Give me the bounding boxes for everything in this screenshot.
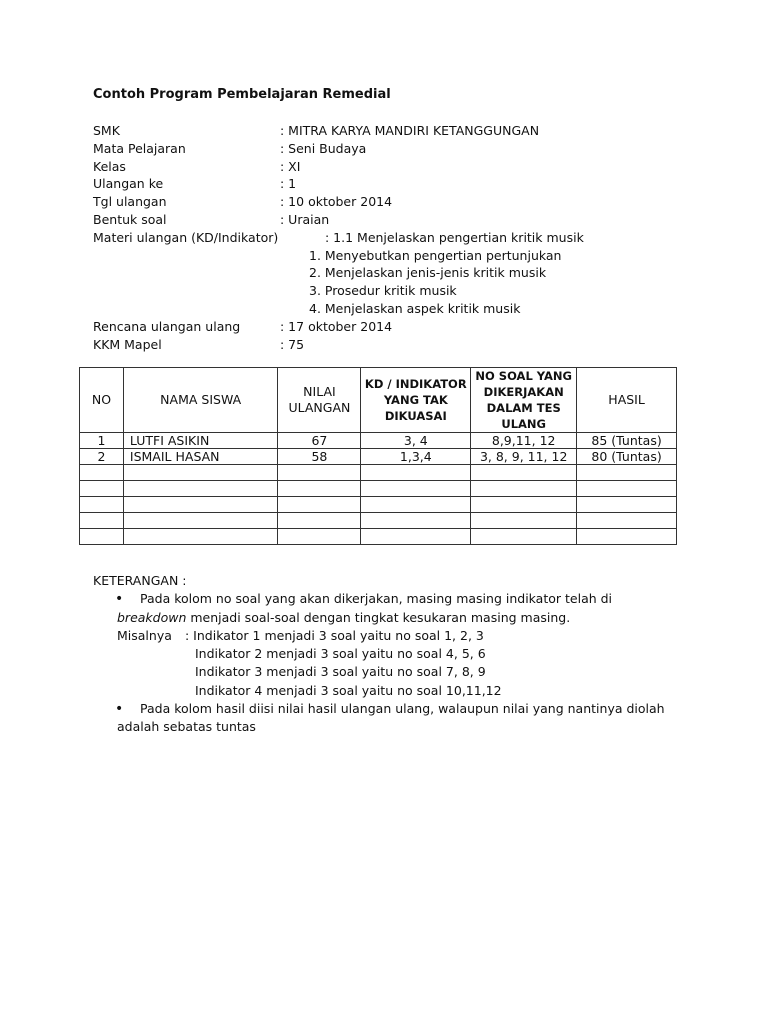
keterangan-heading: KETERANGAN : <box>93 573 187 588</box>
col-header-no: NO <box>80 368 124 433</box>
info-row-kelas <box>93 158 693 176</box>
col-header-nilai <box>278 368 361 433</box>
info-value: : 1.1 Menjelaskan pengertian kritik musik <box>325 229 584 245</box>
info-row-bentuk <box>93 211 693 229</box>
misalnya-item: Indikator 4 menjadi 3 soal yaitu no soal 10,11,12 <box>195 682 502 698</box>
cell-hasil: 80 (Tuntas) <box>577 449 677 465</box>
italic-term: breakdown <box>117 609 187 625</box>
materi-item-text: 3. Prosedur kritik musik <box>309 283 457 299</box>
cell-no: 2 <box>80 449 124 465</box>
table-row-empty <box>80 481 677 497</box>
bullet-text: Pada kolom no soal yang akan dikerjakan, masing masing indikator telah di <box>140 591 613 607</box>
info-row-materi <box>93 229 693 247</box>
info-label: Ulangan ke <box>93 176 164 192</box>
misalnya-item: Indikator 3 menjadi 3 soal yaitu no soal 7, 8, 9 <box>195 664 486 680</box>
info-row-smk <box>93 122 693 140</box>
info-row-kkm <box>93 336 693 354</box>
info-row-mapel <box>93 140 693 158</box>
cell-kd: 3, 4 <box>361 433 471 449</box>
header-line: KD / INDIKATOR <box>364 377 467 391</box>
bullet-item <box>93 700 693 718</box>
info-label: SMK <box>93 123 120 138</box>
header-line: DIKUASAI <box>384 409 447 423</box>
misalnya-row <box>93 663 693 681</box>
bullet-continuation <box>93 609 693 627</box>
info-value: : 1 <box>280 176 297 192</box>
info-value: : MITRA KARYA MANDIRI KETANGGUNGAN <box>280 123 540 138</box>
bullet-text: adalah sebatas tuntas <box>117 719 256 735</box>
cell-hasil: 85 (Tuntas) <box>577 433 677 449</box>
info-label: Bentuk soal <box>93 211 167 227</box>
info-value: : 75 <box>280 336 305 352</box>
cell-nilai: 58 <box>278 449 361 465</box>
bullet-icon: • <box>115 701 124 718</box>
bullet-icon: • <box>115 591 124 608</box>
bullet-item <box>93 590 693 608</box>
document-title: Contoh Program Pembelajaran Remedial <box>93 87 391 102</box>
table-row-empty <box>80 513 677 529</box>
misalnya-item: : Indikator 1 menjadi 3 soal yaitu no soal 1, 2, 3 <box>185 627 484 643</box>
info-label: Rencana ulangan ulang <box>93 318 241 334</box>
info-value: : Seni Budaya <box>280 140 367 156</box>
header-line: DIKERJAKAN <box>483 385 564 399</box>
materi-item-text: 2. Menjelaskan jenis-jenis kritik musik <box>309 265 547 281</box>
table-row <box>80 433 677 449</box>
col-header-nama: NAMA SISWA <box>123 368 278 433</box>
table-row-empty <box>80 497 677 513</box>
info-label: KKM Mapel <box>93 336 162 352</box>
col-header-hasil: HASIL <box>577 368 677 433</box>
info-label: Kelas <box>93 158 126 174</box>
info-value: : 10 oktober 2014 <box>280 194 393 210</box>
header-line: DALAM TES <box>486 401 561 415</box>
bullet-text-rest: menjadi soal-soal dengan tingkat kesukaran masing masing. <box>186 609 571 625</box>
table-row <box>80 449 677 465</box>
header-line: NILAI <box>303 384 336 399</box>
materi-item <box>93 247 693 265</box>
cell-soal: 8,9,11, 12 <box>471 433 577 449</box>
materi-item <box>93 300 693 318</box>
bullet-text <box>117 609 570 627</box>
info-row-ulangan <box>93 175 693 193</box>
info-row-rencana <box>93 318 693 336</box>
header-line: ULANGAN <box>288 400 351 415</box>
cell-nama: ISMAIL HASAN <box>123 449 278 465</box>
info-label: Mata Pelajaran <box>93 140 186 156</box>
header-line: YANG TAK <box>383 393 448 407</box>
misalnya-row <box>93 682 693 700</box>
header-line: ULANG <box>501 417 546 431</box>
materi-item-text: 4. Menjelaskan aspek kritik musik <box>309 300 521 316</box>
misalnya-item: Indikator 2 menjadi 3 soal yaitu no soal 4, 5, 6 <box>195 646 486 662</box>
info-label: Tgl ulangan <box>93 194 167 210</box>
info-value: : XI <box>280 158 301 174</box>
col-header-kd <box>361 368 471 433</box>
header-line: NO SOAL YANG <box>475 369 572 383</box>
table-row-empty <box>80 465 677 481</box>
misalnya-row <box>93 645 693 663</box>
table-row-empty <box>80 529 677 545</box>
cell-soal: 3, 8, 9, 11, 12 <box>471 449 577 465</box>
info-value: : Uraian <box>280 211 330 227</box>
bullet-continuation <box>93 718 693 736</box>
misalnya-row <box>93 627 693 645</box>
materi-item-text: 1. Menyebutkan pengertian pertunjukan <box>309 247 562 263</box>
misalnya-label: Misalnya <box>117 627 172 643</box>
bullet-text: Pada kolom hasil diisi nilai hasil ulangan ulang, walaupun nilai yang nantinya diolah <box>140 701 665 717</box>
cell-no: 1 <box>80 433 124 449</box>
cell-kd: 1,3,4 <box>361 449 471 465</box>
materi-item <box>93 282 693 300</box>
cell-nilai: 67 <box>278 433 361 449</box>
remedial-table <box>79 367 677 545</box>
info-row-tgl <box>93 193 693 211</box>
materi-item <box>93 264 693 282</box>
table-header-row <box>80 368 677 433</box>
cell-nama: LUTFI ASIKIN <box>123 433 278 449</box>
info-section <box>93 122 693 353</box>
col-header-soal <box>471 368 577 433</box>
info-label: Materi ulangan (KD/Indikator) <box>93 229 279 245</box>
keterangan-section <box>93 572 693 737</box>
info-value: : 17 oktober 2014 <box>280 318 393 334</box>
